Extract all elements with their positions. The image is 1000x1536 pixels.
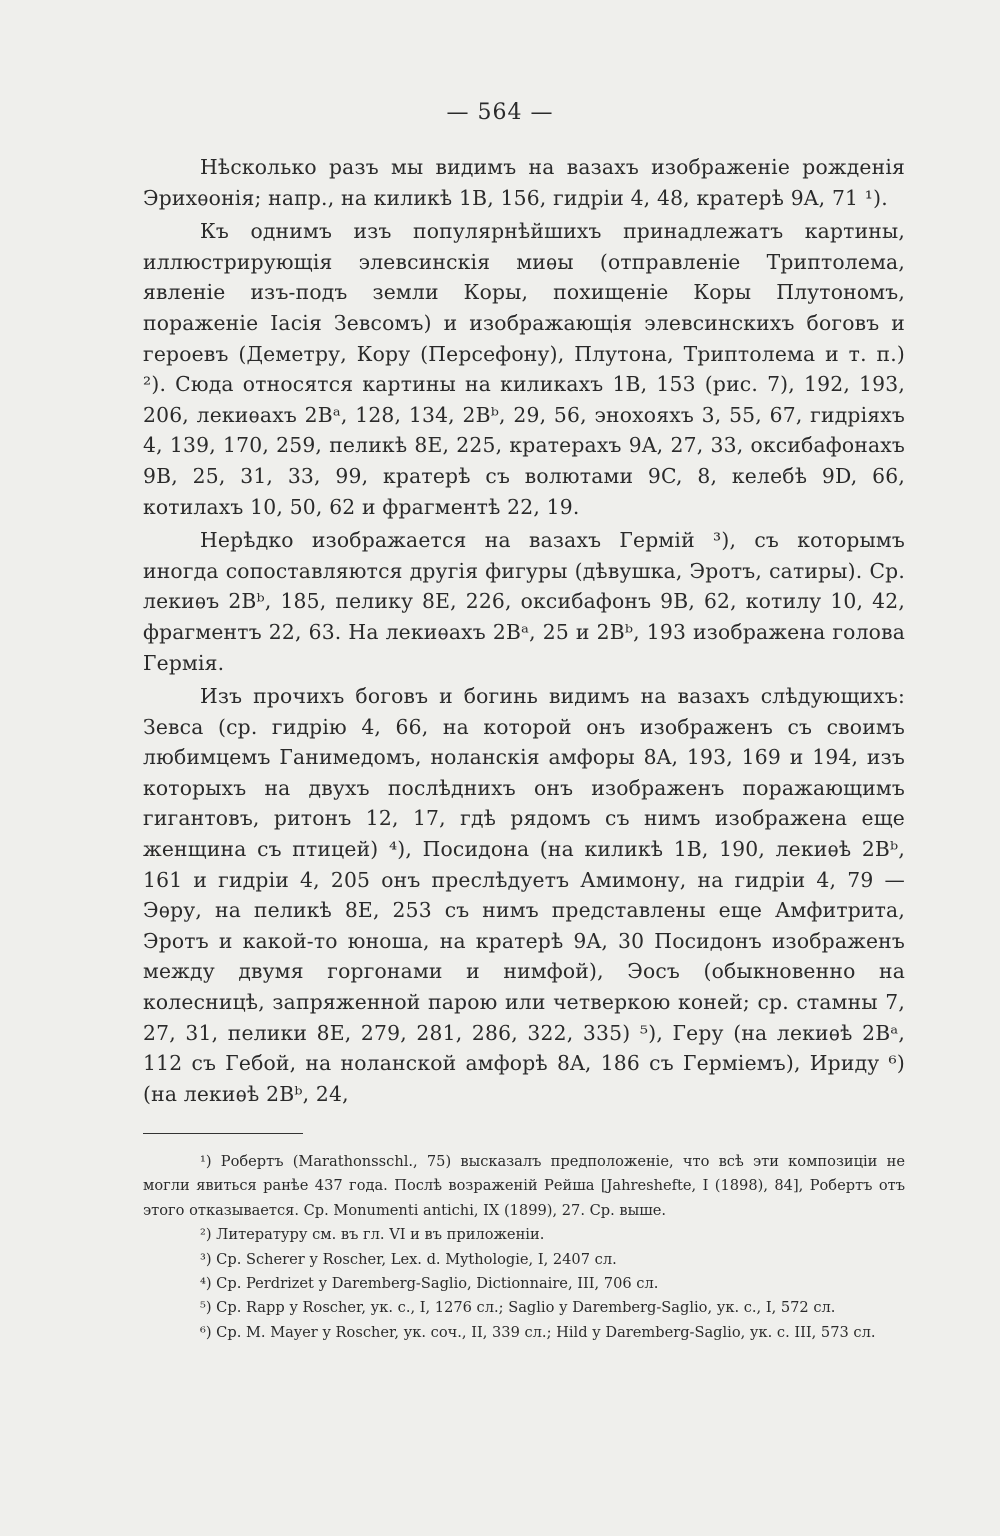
- paragraph-erichthonius: Нѣсколько разъ мы видимъ на вазахъ изображеніе рожденія Эрихѳонія; напр., на киликѣ 1B, 156, гидріи 4, 48, кратерѣ 9A, 71 ¹).: [143, 155, 905, 210]
- footnote-divider: [143, 1133, 303, 1134]
- paragraph-other-gods: Изъ прочихъ боговъ и богинь видимъ на вазахъ слѣдующихъ: Зевса (ср. гидрію 4, 66, на которой онъ изображенъ съ своимъ любимцемъ Ганимедомъ, ноланскія амфоры 8A, 193, 169 и 194, изъ которыхъ на двухъ послѣднихъ онъ изображенъ поражающимъ гигантовъ, ритонъ 12, 17, гдѣ рядомъ съ нимъ изображена еще женщина съ птицей) ⁴), Посидона (на киликѣ 1B, 190, лекиѳѣ 2Bᵇ, 161 и гидріи 4, 205 онъ преслѣдуетъ Амимону, на гидріи 4, 79 — Эѳру, на пеликѣ 8E, 253 съ нимъ представлены еще Амфитрита, Эротъ и какой-то юноша, на кратерѣ 9A, 30 Посидонъ изображенъ между двумя горгонами и нимфой), Эосъ (обыкновенно на колесницѣ, запряженной парою или четверкою коней; ср. стамны 7, 27, 31, пелики 8E, 279, 281, 286, 322, 335) ⁵), Геру (на лекиѳѣ 2Bᵃ, 112 съ Гебой, на ноланской амфорѣ 8A, 186 съ Герміемъ), Ириду ⁶) (на лекиѳѣ 2Bᵇ, 24,: [143, 684, 905, 1106]
- paragraph-hermes: Нерѣдко изображается на вазахъ Гермій ³), съ которымъ иногда сопоставляются другія фигуры (дѣвушка, Эротъ, сатиры). Ср. лекиѳъ 2Bᵇ, 185, пелику 8E, 226, оксибафонъ 9B, 62, котилу 10, 42, фрагментъ 22, 63. На лекиѳахъ 2Bᵃ, 25 и 2Bᵇ, 193 изображена голова Гермія.: [143, 528, 905, 675]
- footnote-2: ²) Литературу см. въ гл. VI и въ приложеніи.: [200, 1226, 545, 1244]
- footnote-3: ³) Ср. Scherer у Roscher, Lex. d. Mythologie, I, 2407 сл.: [200, 1250, 617, 1268]
- paragraph-eleusinian-myths: Къ однимъ изъ популярнѣйшихъ принадлежатъ картины, иллюстрирующія элевсинскія миѳы (отправленіе Триптолема, явленіе изъ-подъ земли Коры, похищеніе Коры Плутономъ, пораженіе Іасія Зевсомъ) и изображающія элевсинскихъ боговъ и героевъ (Деметру, Кору (Персефону), Плутона, Триптолема и т. п.) ²). Сюда относятся картины на киликахъ 1B, 153 (рис. 7), 192, 193, 206, лекиѳахъ 2Bᵃ, 128, 134, 2Bᵇ, 29, 56, энохояхъ 3, 55, 67, гидріяхъ 4, 139, 170, 259, пеликѣ 8E, 225, кратерахъ 9A, 27, 33, оксибафонахъ 9B, 25, 31, 33, 99, кратерѣ съ волютами 9C, 8, келебѣ 9D, 66, котилахъ 10, 50, 62 и фрагментѣ 22, 19.: [143, 219, 905, 519]
- footnote-6: ⁶) Ср. M. Mayer у Roscher, ук. соч., II, 339 сл.; Hild у Daremberg-Saglio, ук. с. III, 573 сл.: [200, 1323, 876, 1341]
- main-text: [143, 152, 905, 1109]
- footnote-4: ⁴) Ср. Perdrizet у Daremberg-Saglio, Dictionnaire, III, 706 сл.: [200, 1275, 659, 1293]
- page-number: — 564 —: [446, 100, 554, 125]
- footnote-1: ¹) Робертъ (Marathonsschl., 75) высказалъ предположеніе, что всѣ эти композиціи не могли явиться ранѣе 437 года. Послѣ возраженій Рейша [Jahreshefte, I (1898), 84], Робертъ отъ этого отказывается. Ср. Monumenti antichi, IX (1899), 27. Ср. выше.: [143, 1153, 905, 1219]
- footnotes: [143, 1150, 905, 1345]
- footnote-5: ⁵) Ср. Rapp у Roscher, ук. с., I, 1276 сл.; Saglio у Daremberg-Saglio, ук. с., I, 572 сл.: [200, 1299, 836, 1317]
